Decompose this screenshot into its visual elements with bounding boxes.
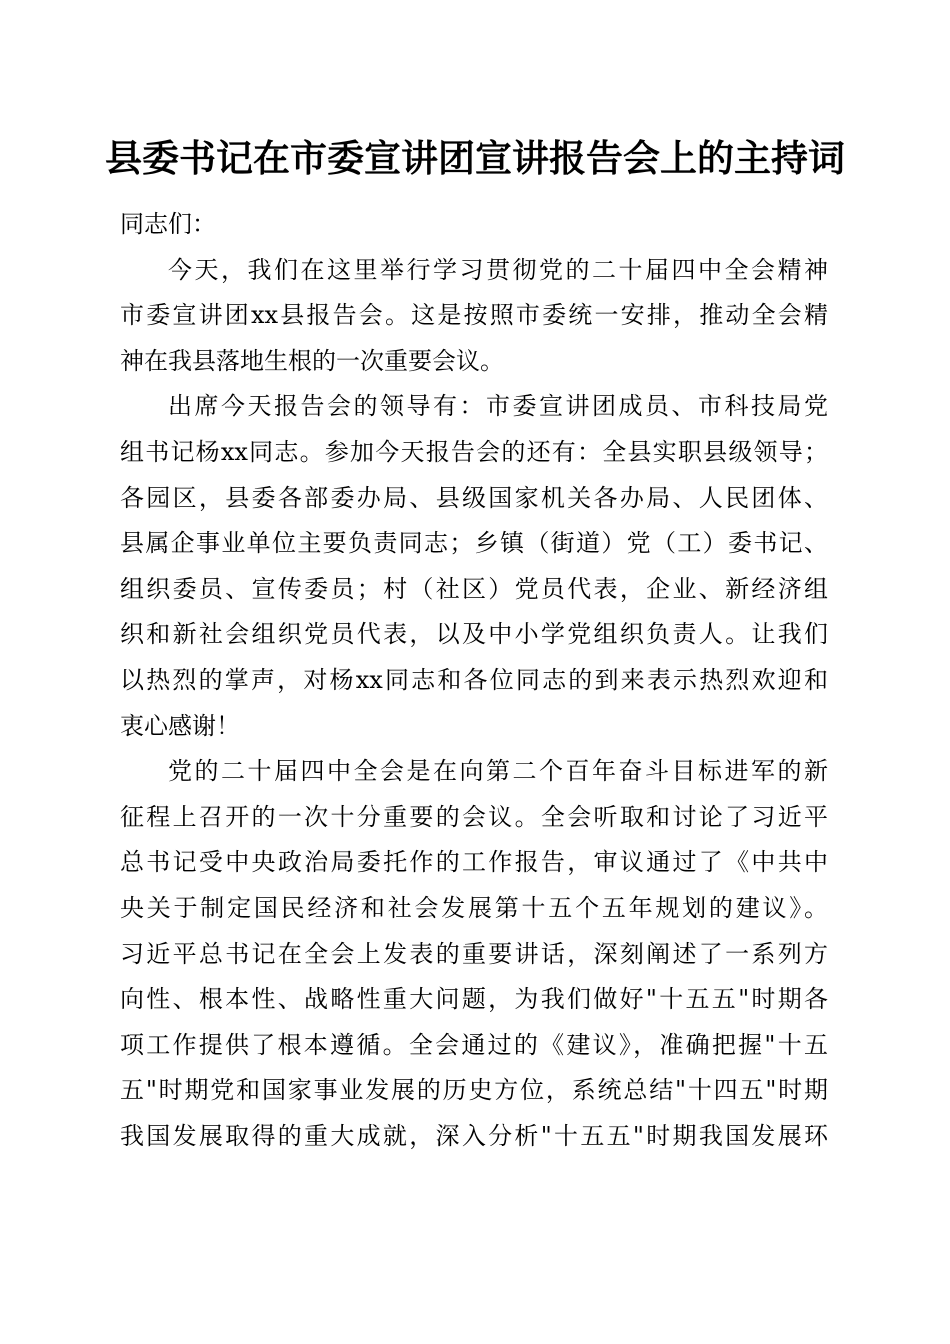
paragraph-1-line: 神在我县落地生根的一次重要会议。	[120, 346, 504, 375]
paragraph-3-line: 五"时期党和国家事业发展的历史方位，系统总结"十四五"时期	[120, 1076, 828, 1105]
paragraph-2-line: 各园区，县委各部委办局、县级国家机关各办局、人民团体、	[120, 483, 828, 512]
paragraph-2-line: 衷心感谢！	[120, 711, 240, 740]
paragraph-1-line: 今天，我们在这里举行学习贯彻党的二十届四中全会精神	[168, 255, 828, 284]
paragraph-3-line: 项工作提供了根本遵循。全会通过的《建议》，准确把握"十五	[120, 1030, 828, 1059]
paragraph-3-line: 我国发展取得的重大成就，深入分析"十五五"时期我国发展环	[120, 1121, 828, 1150]
paragraph-3-line: 向性、根本性、战略性重大问题，为我们做好"十五五"时期各	[120, 985, 828, 1014]
document-body	[120, 202, 828, 1159]
paragraph-1-line: 市委宣讲团xx县报告会。这是按照市委统一安排，推动全会精	[120, 301, 828, 330]
paragraph-2-line: 以热烈的掌声，对杨xx同志和各位同志的到来表示热烈欢迎和	[120, 665, 828, 694]
paragraph-2-line: 组书记杨xx同志。参加今天报告会的还有：全县实职县级领导；	[120, 437, 828, 466]
paragraph-2-line: 织和新社会组织党员代表，以及中小学党组织负责人。让我们	[120, 620, 828, 649]
paragraph-2-line: 县属企事业单位主要负责同志；乡镇（街道）党（工）委书记、	[120, 529, 828, 558]
document-title: 县委书记在市委宣讲团宣讲报告会上的主持词	[105, 136, 845, 180]
paragraph-2-line: 出席今天报告会的领导有：市委宣讲团成员、市科技局党	[168, 392, 828, 421]
salutation: 同志们：	[120, 210, 216, 238]
paragraph-3-line: 总书记受中央政治局委托作的工作报告，审议通过了《中共中	[120, 848, 828, 877]
paragraph-2-line: 组织委员、宣传委员；村（社区）党员代表，企业、新经济组	[120, 574, 828, 603]
paragraph-3-line: 习近平总书记在全会上发表的重要讲话，深刻阐述了一系列方	[120, 939, 828, 968]
paragraph-3-line: 央关于制定国民经济和社会发展第十五个五年规划的建议》。	[120, 893, 828, 922]
paragraph-3-line: 党的二十届四中全会是在向第二个百年奋斗目标进军的新	[168, 757, 828, 786]
paragraph-3-line: 征程上召开的一次十分重要的会议。全会听取和讨论了习近平	[120, 802, 828, 831]
